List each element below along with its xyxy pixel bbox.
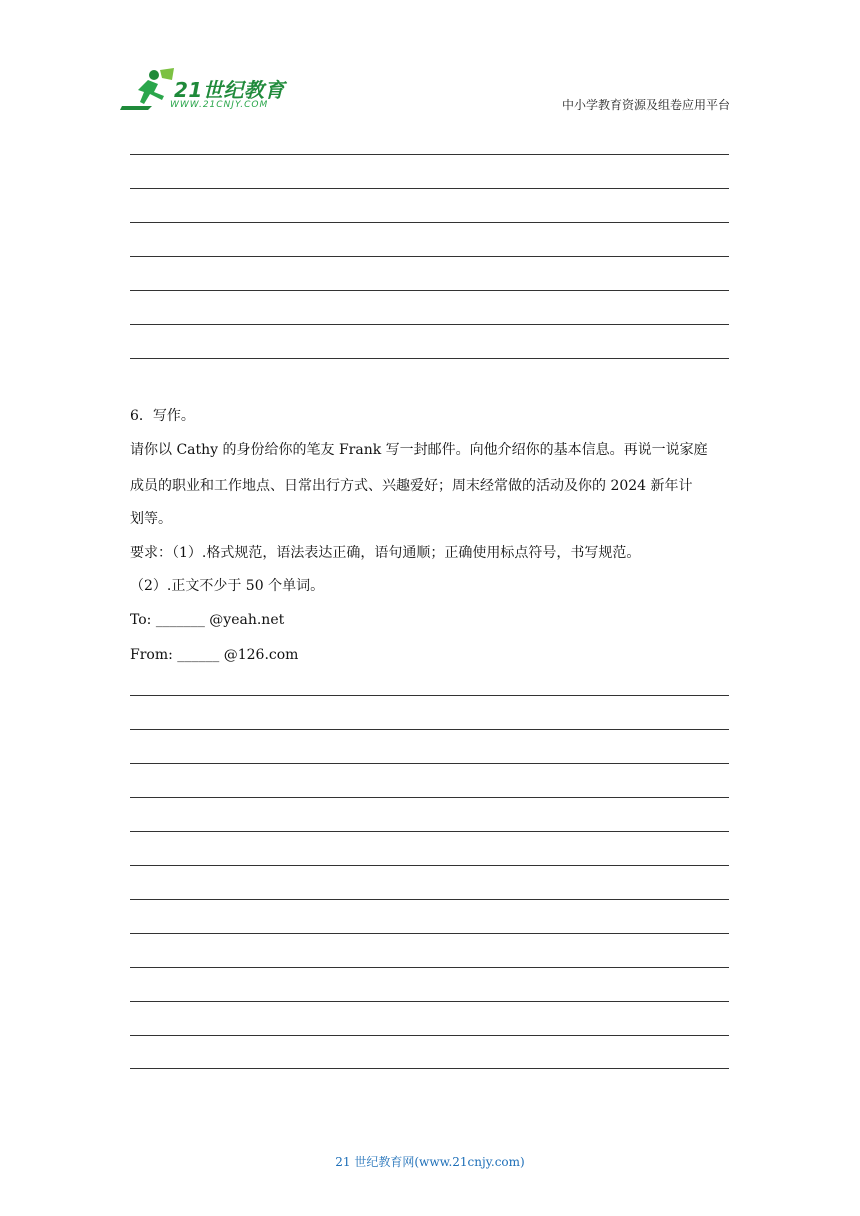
email-to-line: To: _______ @yeah.net — [130, 612, 285, 628]
writing-line — [130, 933, 729, 934]
logo-url: WWW.21CNJY.COM — [170, 100, 269, 110]
question-prompt-line: 划等。 — [130, 511, 172, 527]
question-title: 6．写作。 — [130, 408, 195, 424]
page-header — [0, 0, 860, 140]
writing-line — [130, 695, 729, 696]
question-prompt-line: 成员的职业和工作地点、日常出行方式、兴趣爱好；周末经常做的活动及你的 2024 新年计 — [130, 478, 693, 494]
answer-line — [130, 222, 729, 223]
writing-line — [130, 1001, 729, 1002]
writing-line — [130, 1068, 729, 1069]
site-logo — [118, 66, 298, 118]
writing-line — [130, 865, 729, 866]
writing-line — [130, 797, 729, 798]
writing-line — [130, 967, 729, 968]
writing-line — [130, 831, 729, 832]
writing-line — [130, 729, 729, 730]
requirement-line: 要求：（1）.格式规范，语法表达正确，语句通顺；正确使用标点符号，书写规范。 — [130, 545, 641, 561]
platform-title: 中小学教育资源及组卷应用平台 — [561, 98, 730, 112]
email-from-line: From: ______ @126.com — [130, 647, 299, 663]
writing-line — [130, 899, 729, 900]
answer-line — [130, 154, 729, 155]
requirement-line: （2）.正文不少于 50 个单词。 — [130, 578, 325, 594]
writing-line — [130, 763, 729, 764]
answer-line — [130, 358, 729, 359]
runner-logo-icon — [118, 66, 178, 114]
answer-line — [130, 188, 729, 189]
question-prompt-line: 请你以 Cathy 的身份给你的笔友 Frank 写一封邮件。向他介绍你的基本信息。再说一说家庭 — [130, 442, 708, 458]
answer-line — [130, 256, 729, 257]
logo-wordmark: 21世纪教育 — [174, 78, 285, 102]
answer-line — [130, 324, 729, 325]
writing-line — [130, 1035, 729, 1036]
answer-line — [130, 290, 729, 291]
page-footer: 21 世纪教育网(www.21cnjy.com) — [335, 1155, 525, 1169]
